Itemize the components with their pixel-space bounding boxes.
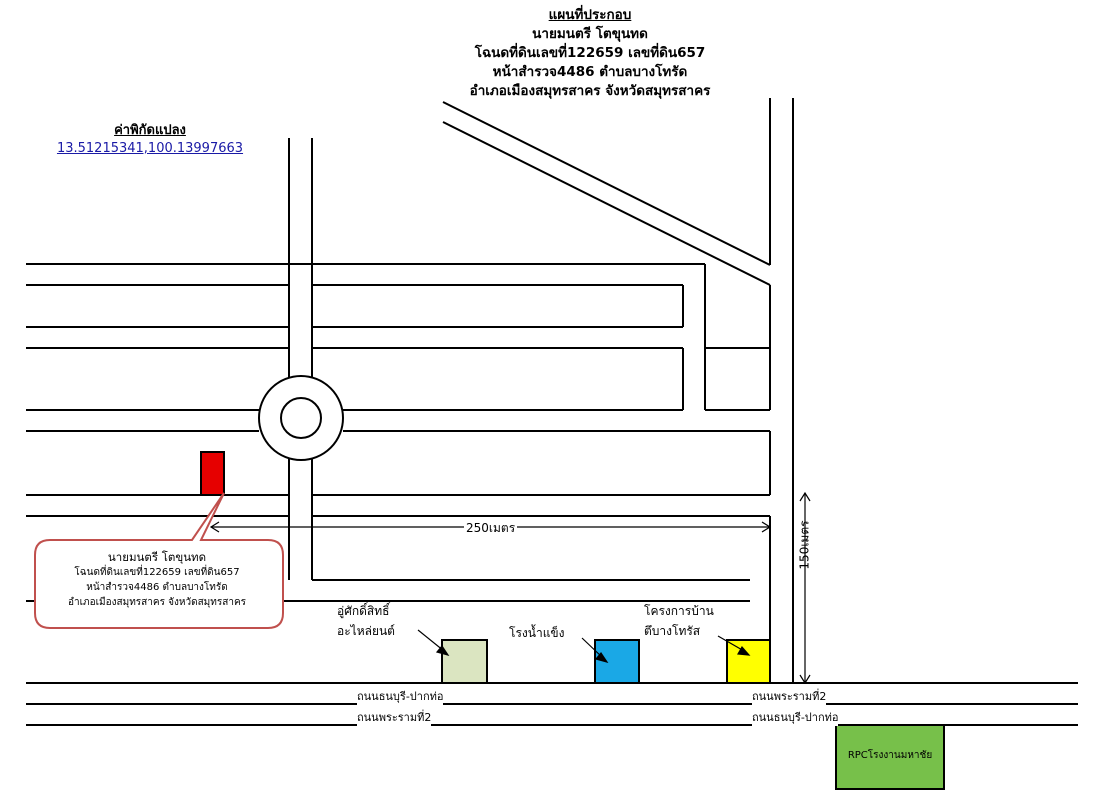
auto-parts-label-1: อู่ศักดิ์สิทธิ์ <box>337 604 390 618</box>
housing-project <box>727 640 770 683</box>
road-label-left-lower: ถนนพระรามที่2 <box>357 708 431 726</box>
distance-150-label-wrap <box>793 510 817 580</box>
rpc-label: RPCโรงงานมหาชัย <box>847 750 933 761</box>
distance-150-label: 150เมตร <box>797 520 812 570</box>
owner-name: นายมนตรี โตขุนทด <box>532 26 648 42</box>
map-title: แผนที่ประกอบ <box>548 7 632 23</box>
callout-owner: นายมนตรี โตขุนทด <box>107 550 207 564</box>
coordinates-link[interactable]: 13.51215341,100.13997663 <box>56 141 244 156</box>
roundabout-inner <box>281 398 321 438</box>
plot-marker <box>201 452 224 495</box>
district-province: อำเภอเมืองสมุทรสาคร จังหวัดสมุทรสาคร <box>469 83 711 99</box>
auto-parts-shop <box>442 640 487 683</box>
housing-label-2: ตึบางโทรัส <box>644 624 701 638</box>
coordinates-label: ค่าพิกัดแปลง <box>114 123 186 138</box>
road-label-left-upper: ถนนธนบุรี-ปากท่อ <box>357 687 443 705</box>
road-edge <box>443 122 770 285</box>
road-label-right-upper: ถนนพระรามที่2 <box>752 687 826 705</box>
callout-district: อำเภอเมืองสมุทรสาคร จังหวัดสมุทรสาคร <box>67 597 247 608</box>
coordinates-block <box>40 122 260 158</box>
callout-deed: โฉนดที่ดินเลขที่122659 เลขที่ดิน657 <box>74 567 240 578</box>
auto-parts-label-2: อะไหล่ยนต์ <box>337 624 395 638</box>
road-label-right-lower: ถนนธนบุรี-ปากท่อ <box>752 708 838 726</box>
callout-survey: หน้าสำรวจ4486 ตำบลบางโทรัด <box>86 582 228 593</box>
map-title-block <box>400 6 780 101</box>
callout-text <box>36 550 278 610</box>
housing-label-1: โครงการบ้าน <box>644 604 714 618</box>
road-edge <box>443 102 770 265</box>
deed-number: โฉนดที่ดินเลขที่122659 เลขที่ดิน657 <box>474 45 706 61</box>
survey-page: หน้าสำรวจ4486 ตำบลบางโทรัด <box>492 64 688 80</box>
distance-250-label: 250เมตร <box>464 519 517 538</box>
ice-factory <box>595 640 639 683</box>
ice-factory-label: โรงน้ำแข็ง <box>509 626 565 640</box>
